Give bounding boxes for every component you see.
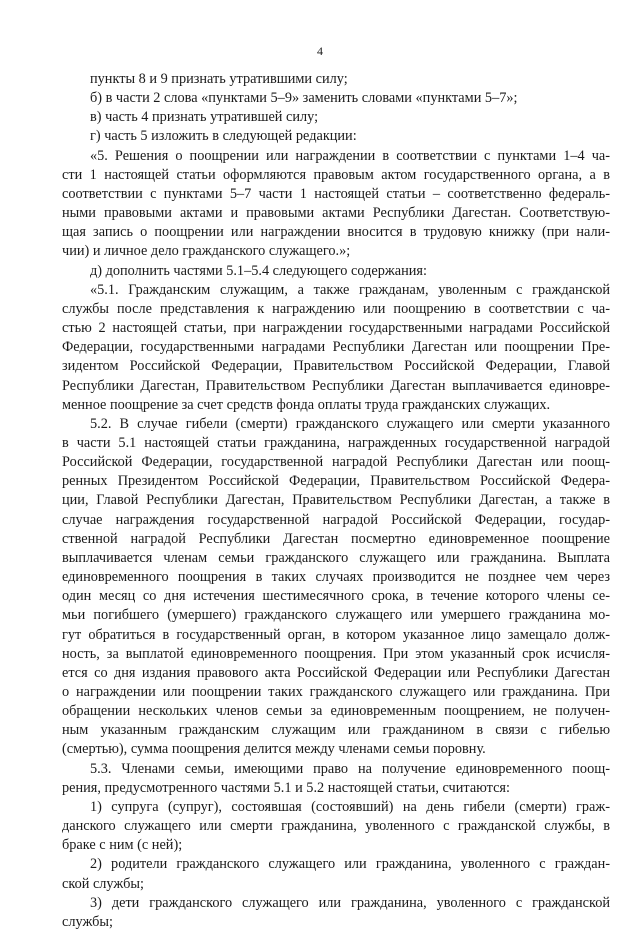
text-line: сти 1 настоящей статьи оформляются правовым актом государственного органа, а в (62, 166, 610, 183)
text-line: случае награждения государственной наградой Российской Федерации, государ- (62, 511, 610, 528)
text-line: Республики Дагестан, Правительством Республики Дагестан выплачивается единовре- (62, 377, 610, 394)
text-line: стью 2 настоящей статьи, при награждении государственными наградами Российской (62, 320, 610, 337)
text-line: в части 5.1 настоящей статьи гражданина, награжденных государственной наградой (62, 434, 610, 451)
document-text (62, 70, 610, 932)
text-line: Российской Федерации, государственной наградой Республики Дагестан или поощ- (62, 454, 610, 471)
text-line: «5. Решения о поощрении или награждении в соответствии с пунктами 1–4 ча- (90, 147, 610, 164)
text-line: службы; (62, 913, 113, 930)
text-line: ными правовыми актами и правовыми актами Республики Дагестан. Соответствую- (62, 205, 610, 222)
text-line: ным указанным гражданским служащим или гражданином в связи с гибелью (62, 722, 610, 739)
text-line: щая запись о поощрении или награждении вносится в трудовую книжку (при нали- (62, 224, 610, 241)
text-line: чии) и личное дело гражданского служащего.»; (62, 243, 351, 260)
text-line: мьи погибшего (умершего) гражданского служащего или умершего гражданина мо- (62, 607, 610, 624)
text-line: б) в части 2 слова «пунктами 5–9» заменить словами «пунктами 5–7»; (90, 90, 518, 107)
text-line: гут обратиться в государственный орган, в котором указанное лицо замещало долж- (62, 626, 610, 643)
text-line: Федерации, государственными наградами Республики Дагестан или поощрении Пре- (62, 339, 610, 356)
text-line: г) часть 5 изложить в следующей редакции: (90, 128, 357, 145)
text-line: 5.2. В случае гибели (смерти) гражданского служащего или смерти указанного (90, 415, 610, 432)
text-line: единовременного поощрения в таких случаях производится не позднее чем через (62, 569, 610, 586)
text-line: зидентом Российской Федерации, Правительством Российской Федерации, Главой (62, 358, 610, 375)
text-line: соответствии с пунктами 5–7 части 1 настоящей статьи – соответственно федераль- (62, 185, 610, 202)
page-number: 4 (317, 44, 323, 58)
text-line: данского служащего или смерти гражданина, уволенного с гражданской службы, в (62, 818, 610, 835)
text-line: ность, за выплатой единовременного поощрения. При этом указанный срок исчисля- (62, 645, 610, 662)
text-line: выплачивается членам семьи гражданского служащего или гражданина. Выплата (62, 549, 610, 566)
text-line: ции, Главой Республики Дагестан, Правительством Республики Дагестан, а также в (62, 492, 610, 509)
text-line: д) дополнить частями 5.1–5.4 следующего содержания: (90, 262, 427, 279)
text-line: ственной наградой Республики Дагестан посмертно единовременное поощрение (62, 530, 610, 547)
text-line: обращении нескольких членов семьи за единовременным поощрением, не получен- (62, 703, 610, 720)
text-line: в) часть 4 признать утратившей силу; (90, 109, 319, 126)
text-line: службы после представления к награждению или поощрению в соответствии с ча- (62, 300, 610, 317)
text-line: ской службы; (62, 875, 144, 892)
text-line: (смертью), сумма поощрения делится между членами семьи поровну. (62, 741, 486, 758)
text-line: о награждении или поощрении таких гражданского служащего или гражданина. При (62, 684, 610, 700)
text-line: ется со дня издания правового акта Российской Федерации или Республики Дагестан (62, 664, 610, 681)
text-line: один месяц со дня истечения шестимесячного срока, в течение которого члены се- (62, 588, 610, 605)
text-line: рения, предусмотренного частями 5.1 и 5.2 настоящей статьи, считаются: (62, 779, 510, 796)
text-line: «5.1. Гражданским служащим, а также гражданам, уволенным с гражданской (90, 281, 610, 298)
text-line: браке с ним (с ней); (62, 837, 183, 854)
text-line: 1) супруга (супруг), состоявшая (состоявший) на день гибели (смерти) граж- (90, 798, 610, 815)
text-line: ренных Президентом Российской Федерации, Правительством Российской Федера- (62, 473, 610, 490)
text-line: 5.3. Членами семьи, имеющими право на получение единовременного поощ- (90, 760, 610, 777)
text-line: 2) родители гражданского служащего или гражданина, уволенного с граждан- (90, 856, 610, 873)
text-line: пункты 8 и 9 признать утратившими силу; (90, 71, 348, 87)
text-line: менное поощрение за счет средств фонда оплаты труда гражданских служащих. (62, 396, 551, 413)
text-line: 3) дети гражданского служащего или гражданина, уволенного с гражданской (90, 894, 610, 911)
